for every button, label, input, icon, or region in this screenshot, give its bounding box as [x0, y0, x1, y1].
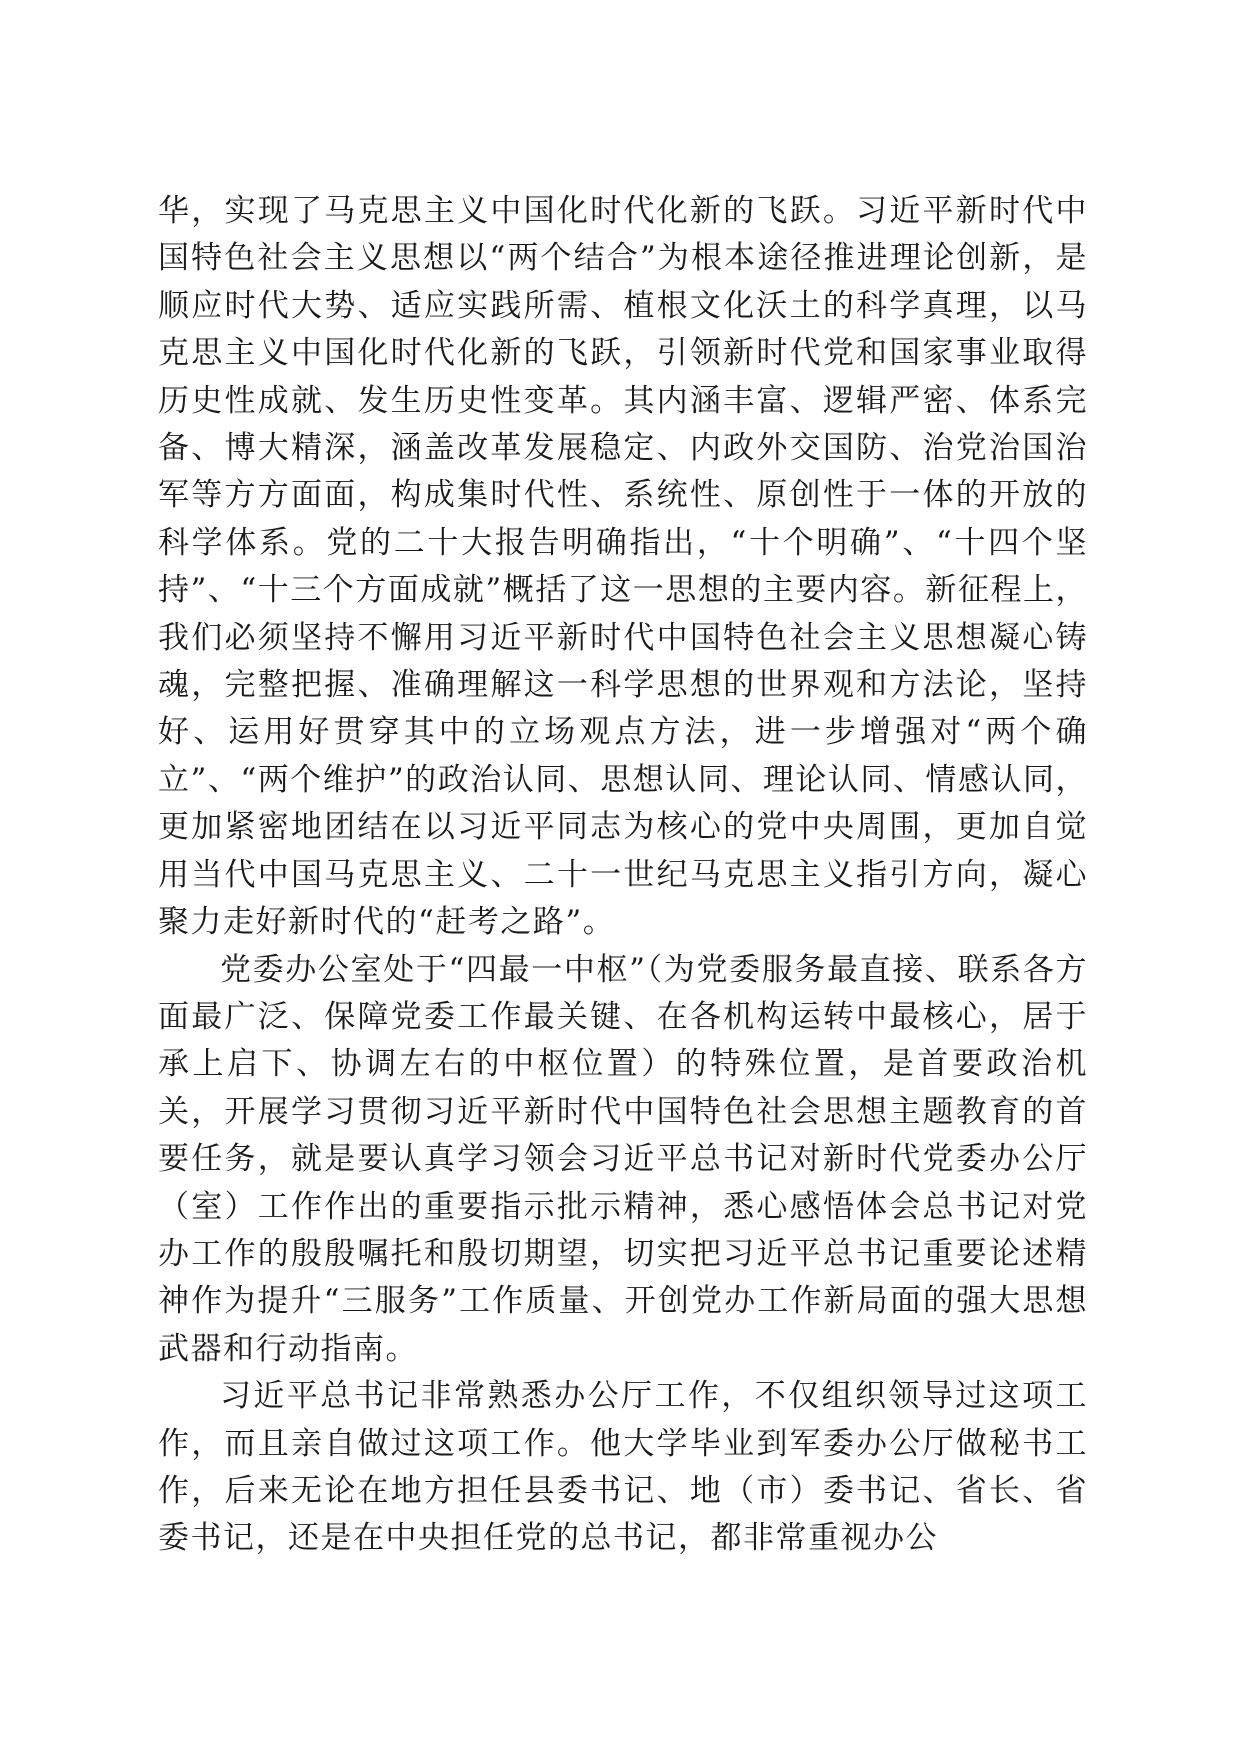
paragraph-continued: 华，实现了马克思主义中国化时代化新的飞跃。习近平新时代中国特色社会主义思想以“两个结合”为根本途径推进理论创新，是顺应时代大势、适应实践所需、植根文化沃土的科学真理，以马克思主义中国化时代化新的飞跃，引领新时代党和国家事业取得历史性成就、发生历史性变革。其内涵丰富、逻辑严密、体系完备、博大精深，涵盖改革发展稳定、内政外交国防、治党治国治军等方方面面，构成集时代性、系统性、原创性于一体的开放的科学体系。党的二十大报告明确指出，“十个明确”、“十四个坚持”、“十三个方面成就”概括了这一思想的主要内容。新征程上，我们必须坚持不懈用习近平新时代中国特色社会主义思想凝心铸魂，完整把握、准确理解这一科学思想的世界观和方法论，坚持好、运用好贯穿其中的立场观点方法，进一步增强对“两个确立”、“两个维护”的政治认同、思想认同、理论认同、情感认同，更加紧密地团结在以习近平同志为核心的党中央周围，更加自觉用当代中国马克思主义、二十一世纪马克思主义指引方向，凝心聚力走好新时代的“赶考之路”。: [158, 193, 1088, 941]
paragraph-party-office: 党委办公室处于“四最一中枢”（为党委服务最直接、联系各方面最广泛、保障党委工作最关键、在各机构运转中最核心，居于承上启下、协调左右的中枢位置）的特殊位置，是首要政治机关，开展学习贯彻习近平新时代中国特色社会思想主题教育的首要任务，就是要认真学习领会习近平总书记对新时代党委办公厅（室）工作作出的重要指示批示精神，悉心感悟体会总书记对党办工作的殷殷嘱托和殷切期望，切实把习近平总书记重要论述精神作为提升“三服务”工作质量、开创党办工作新局面的强大思想武器和行动指南。: [158, 951, 1088, 1367]
paragraph-general-secretary: 习近平总书记非常熟悉办公厅工作，不仅组织领导过这项工作，而且亲自做过这项工作。他大学毕业到军委办公厅做秘书工作，后来无论在地方担任县委书记、地（市）委书记、省长、省委书记，还是在中央担任党的总书记，都非常重视办公: [158, 1378, 1088, 1557]
document-body: [158, 188, 1088, 1563]
